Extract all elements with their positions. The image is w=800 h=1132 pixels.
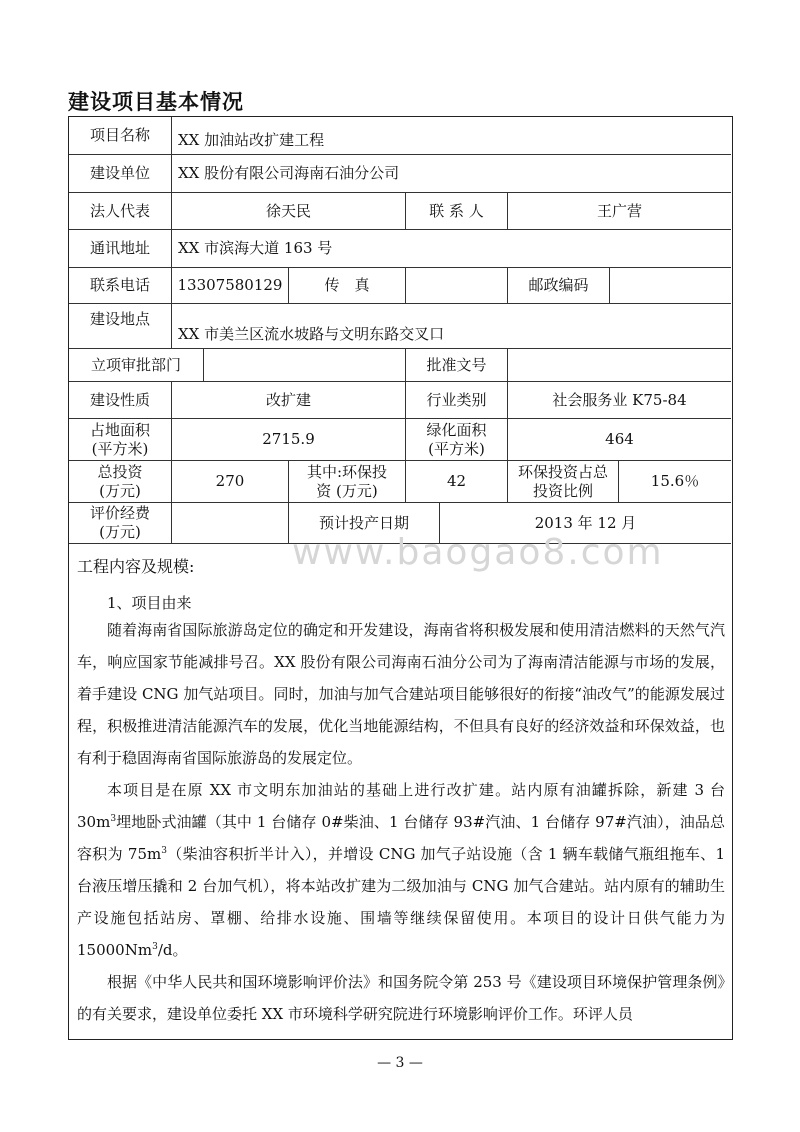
approval-dept-label: 立项审批部门 [69,349,204,382]
industry-value: 社会服务业 K75-84 [508,382,731,419]
subsection-title: 1、项目由来 [107,594,192,612]
paragraph-eia: 根据《中华人民共和国环境影响评价法》和国务院令第 253 号《建设项目环境保护管理条例》的有关要求，建设单位委托 XX 市环境科学研究院进行环境影响评价工作。环评人员 [77,973,725,1023]
approval-no-label: 批准文号 [406,349,508,382]
prod-date-value: 2013 年 12 月 [440,503,731,544]
nature-label: 建设性质 [69,382,172,419]
unit-value: XX 股份有限公司海南石油分公司 [172,155,731,193]
project-content [69,544,731,1039]
scope-text-c: （柴油容积折半计入），并增设 CNG 加气子站设施（含 1 辆车载储气瓶组拖车、1 台液压增压撬和 2 台加气机），将本站改扩建为二级加油与 CNG 加气合建站。站内原有的辅助生产设施包括站房、罩棚、给排水设施、围墙等继续保留使用。本项目的设计日供气能力为 15000Nm [77,845,725,959]
fax-label: 传 真 [289,268,406,304]
invest-value: 270 [172,461,289,503]
scope-text-a: 本项目是在原 XX 市文明东加油站的基础上进行改扩建。站内原有油罐拆除，新建 3 台 30m [77,781,725,831]
superscript-b: 3 [161,846,167,856]
env-ratio-label-line2: 投资比例 [532,481,593,500]
project-name-value: XX 加油站改扩建工程 [172,117,731,155]
site-label: 建设地点 [69,304,172,349]
postcode-label: 邮政编码 [508,268,610,304]
approval-no-value [508,349,731,382]
project-name-label: 项目名称 [69,117,172,155]
address-value: XX 市滨海大道 163 号 [172,230,731,268]
scope-text-d: /d。 [157,941,188,959]
legal-rep-label: 法人代表 [69,193,172,230]
green-label-line2: (平方米) [428,439,485,458]
green-label [406,419,508,461]
invest-label [69,461,172,503]
area-label-line2: (平方米) [91,439,149,458]
nature-value: 改扩建 [172,382,406,419]
legal-rep-value: 徐天民 [172,193,406,230]
env-invest-label-line1: 其中:环保投 [306,462,388,481]
env-ratio-label-line1: 环保投资占总 [517,462,608,481]
superscript-a: 3 [110,814,117,824]
paragraph-scope [77,774,725,966]
content-heading: 工程内容及规模: [77,557,195,576]
area-label [69,419,172,461]
invest-label-line1: 总投资 [97,462,143,481]
site-value: XX 市美兰区流水坡路与文明东路交叉口 [172,304,731,349]
env-ratio-value: 15.6％ [619,461,731,503]
approval-dept-value [204,349,406,382]
env-invest-label [289,461,406,503]
postcode-value [610,268,731,304]
project-info-table [68,116,733,1040]
invest-label-line2: (万元) [99,481,141,500]
env-invest-label-line2: 资 (万元) [316,481,378,500]
phone-value: 13307580129 [172,268,289,304]
contact-label: 联 系 人 [406,193,508,230]
area-label-line1: 占地面积 [89,420,150,439]
prod-date-label: 预计投产日期 [289,503,440,544]
env-invest-value: 42 [406,461,508,503]
paragraph-background: 随着海南省国际旅游岛定位的确定和开发建设，海南省将积极发展和使用清洁燃料的天然气汽车，响应国家节能减排号召。XX 股份有限公司海南石油分公司为了海南清洁能源与市场的发展，着手建设 CNG 加气站项目。同时，加油与加气合建站项目能够很好的衔接“油改气”的能源发展过程，积极推进清洁能源汽车的发展，优化当地能源结构，不但具有良好的经济效益和环保效益，也有利于稳固海南省国际旅游岛的发展定位。 [77,621,725,767]
green-value: 464 [508,419,731,461]
green-label-line1: 绿化面积 [426,420,487,439]
phone-label: 联系电话 [69,268,172,304]
watermark: www.baogao8.com [292,532,664,573]
eval-fee-label-line1: 评价经费 [89,504,150,522]
section-title: 建设项目基本情况 [68,90,244,114]
area-value: 2715.9 [172,419,406,461]
env-ratio-label [508,461,619,503]
fax-value [406,268,508,304]
eval-fee-label [69,503,172,544]
contact-value: 王广营 [508,193,731,230]
address-label: 通讯地址 [69,230,172,268]
scope-text-b: 埋地卧式油罐（其中 1 台储存 0#柴油、1 台储存 93#汽油、1 台储存 97#汽油），油品总容积为 75m [77,813,725,863]
superscript-c: 3 [152,942,158,952]
industry-label: 行业类别 [406,382,508,419]
eval-fee-label-line2: (万元) [99,523,141,541]
page-number: — 3 — [377,1055,423,1071]
eval-fee-value [172,503,289,544]
unit-label: 建设单位 [69,155,172,193]
